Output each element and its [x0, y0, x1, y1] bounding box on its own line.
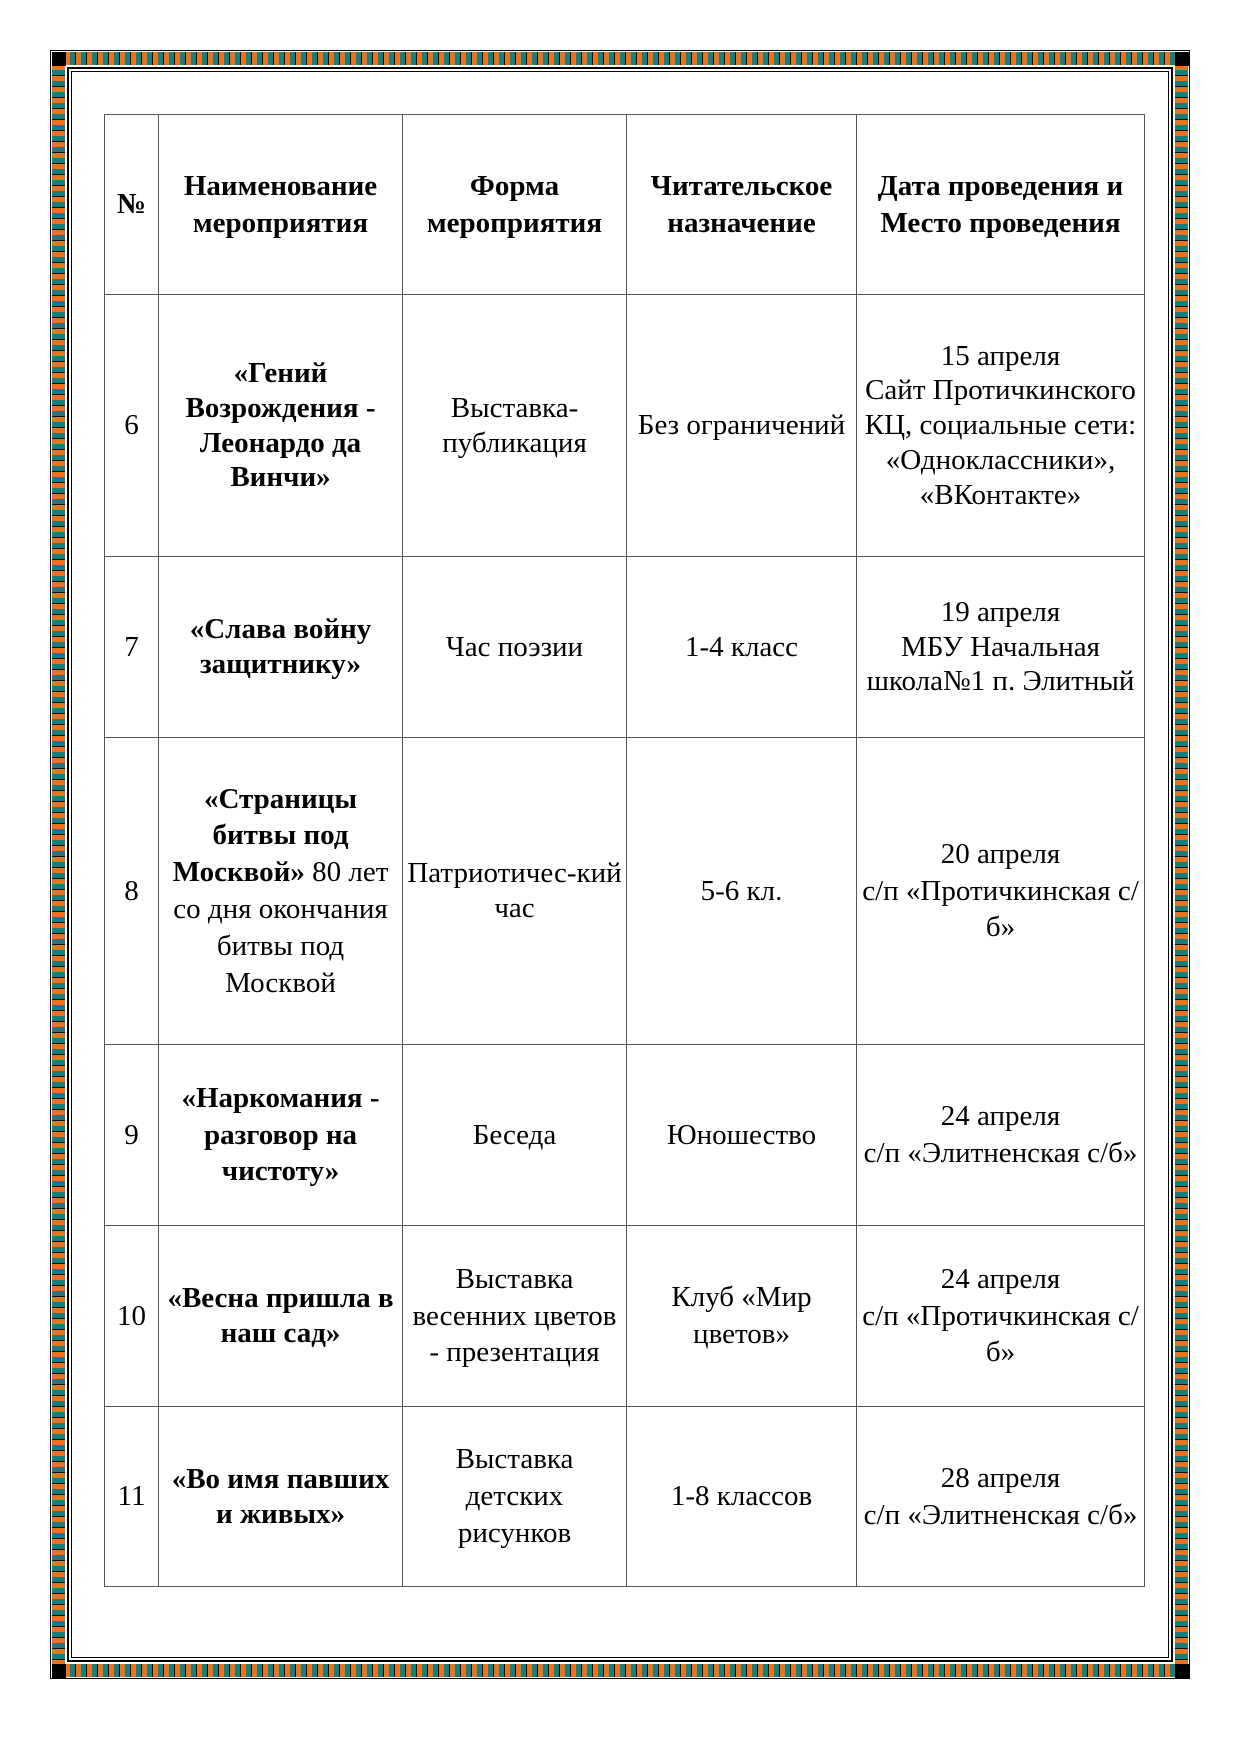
- header-num: №: [105, 115, 159, 295]
- page-border-bottom: [65, 1664, 1176, 1677]
- row-date: 20 апреля: [940, 837, 1061, 870]
- row-date-place: [857, 1045, 1145, 1226]
- row-form: Час поэзии: [403, 557, 627, 738]
- table-row: [105, 738, 1145, 1045]
- row-date-place: [857, 1407, 1145, 1587]
- row-num: 9: [105, 1045, 159, 1226]
- border-corner-bl: [52, 1664, 66, 1678]
- border-corner-tr: [1175, 52, 1189, 66]
- row-num: 10: [105, 1226, 159, 1407]
- table-row: [105, 1045, 1145, 1226]
- row-audience: 5-6 кл.: [627, 738, 857, 1045]
- row-num: 7: [105, 557, 159, 738]
- row-form: Выставка весенних цветов - презентация: [403, 1226, 627, 1407]
- table-row: [105, 1226, 1145, 1407]
- row-name-title: «Наркомания - разговор на чистоту»: [181, 1081, 380, 1188]
- row-place: с/п «Элитненская с/б»: [863, 1137, 1138, 1169]
- row-name-title: «Страницы битвы под Москвой»: [172, 782, 358, 889]
- row-name: [159, 1045, 403, 1226]
- row-name: [159, 295, 403, 557]
- table-row: [105, 557, 1145, 738]
- row-name: [159, 1407, 403, 1587]
- border-corner-br: [1175, 1664, 1189, 1678]
- header-audience: Читательское назначение: [627, 115, 857, 295]
- table-row: [105, 295, 1145, 557]
- row-place: Сайт Протичкинского КЦ, социальные сети: «Одноклассники», «ВКонтакте»: [864, 374, 1137, 511]
- row-num: 11: [105, 1407, 159, 1587]
- row-form: Патриотичес-кий час: [403, 738, 627, 1045]
- table-header-row: [105, 115, 1145, 295]
- row-date-place: [857, 295, 1145, 557]
- row-name: [159, 738, 403, 1045]
- header-form: Форма мероприятия: [403, 115, 627, 295]
- row-num: 8: [105, 738, 159, 1045]
- row-place: МБУ Начальная школа№1 п. Элитный: [866, 630, 1135, 698]
- row-place: с/п «Протичкинская с/б»: [862, 1299, 1139, 1369]
- row-date-place: [857, 1226, 1145, 1407]
- row-audience: 1-8 классов: [627, 1407, 857, 1587]
- row-date-place: [857, 557, 1145, 738]
- row-place: с/п «Протичкинская с/б»: [862, 874, 1139, 944]
- row-audience: Без ограничений: [627, 295, 857, 557]
- row-name: [159, 1226, 403, 1407]
- row-form: Выставка-публикация: [403, 295, 627, 557]
- row-date-place: [857, 738, 1145, 1045]
- row-date: 15 апреля: [940, 339, 1061, 372]
- border-corner-tl: [52, 52, 66, 66]
- row-form: Беседа: [403, 1045, 627, 1226]
- row-name: [159, 557, 403, 738]
- row-date: 19 апреля: [940, 595, 1061, 628]
- row-date: 28 апреля: [940, 1461, 1061, 1494]
- row-name-title: «Слава войну защитнику»: [189, 613, 372, 680]
- table-row: [105, 1407, 1145, 1587]
- page-border-left: [52, 65, 65, 1664]
- header-date-place: Дата проведения и Место проведения: [857, 115, 1145, 295]
- events-table: [104, 114, 1145, 1587]
- row-name-extra: 80 лет со дня окончания битвы под Москвой: [173, 856, 389, 999]
- row-name-title: «Гений Возрождения - Леонардо да Винчи»: [185, 356, 376, 494]
- row-date: 24 апреля: [940, 1262, 1061, 1295]
- row-date: 24 апреля: [940, 1100, 1061, 1133]
- row-name-title: «Весна пришла в наш сад»: [167, 1282, 394, 1349]
- page-border-right: [1175, 65, 1188, 1664]
- row-audience: 1-4 класс: [627, 557, 857, 738]
- page-border-top: [65, 52, 1176, 65]
- header-name: Наименование мероприятия: [159, 115, 403, 295]
- row-form: Выставка детских рисунков: [403, 1407, 627, 1587]
- row-audience: Клуб «Мир цветов»: [627, 1226, 857, 1407]
- row-place: с/п «Элитненская с/б»: [863, 1498, 1138, 1531]
- row-num: 6: [105, 295, 159, 557]
- row-audience: Юношество: [627, 1045, 857, 1226]
- row-name-title: «Во имя павших и живых»: [171, 1462, 390, 1530]
